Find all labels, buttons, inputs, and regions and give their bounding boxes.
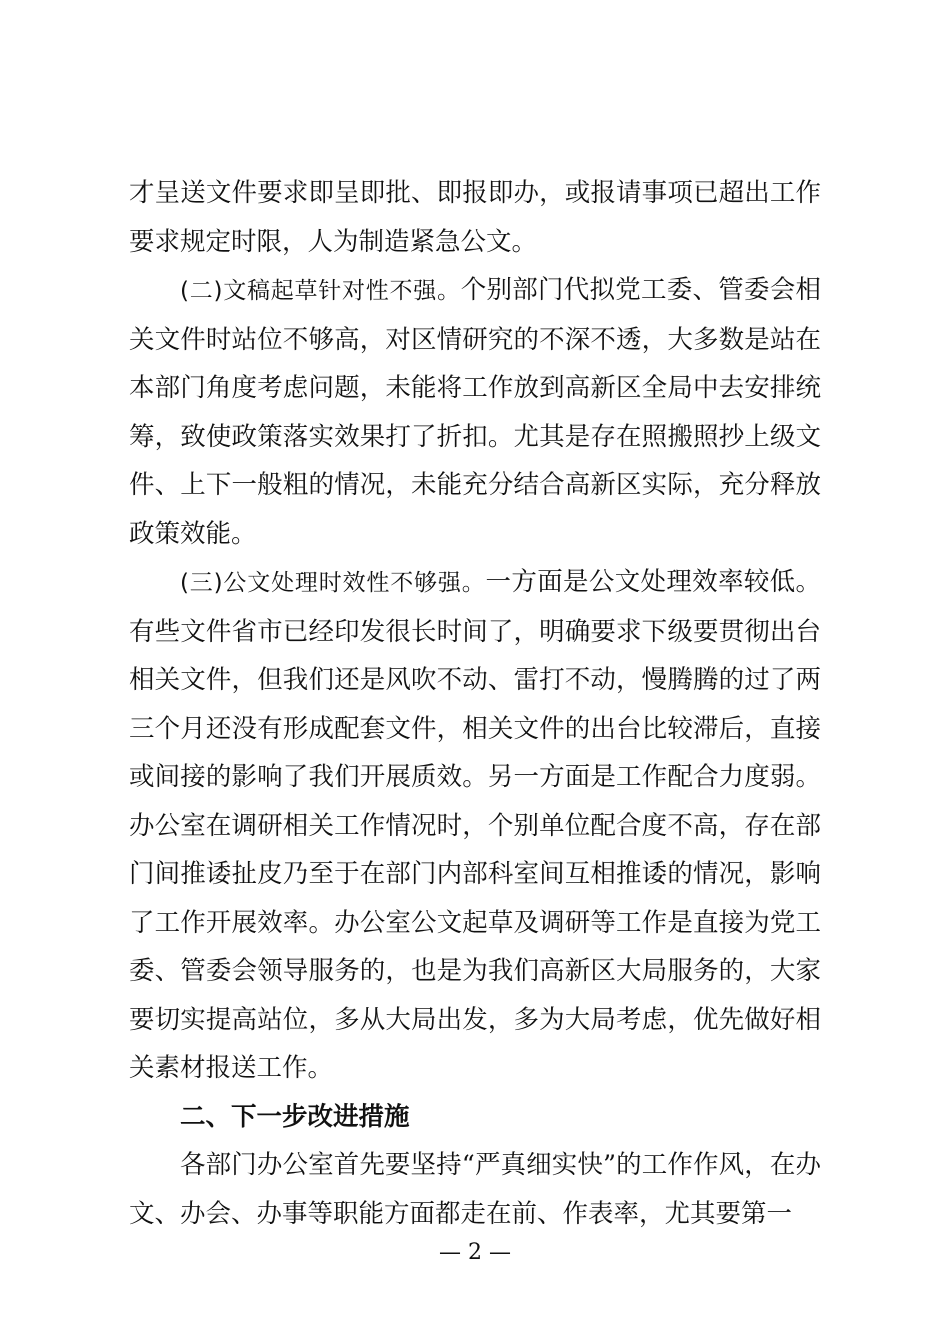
- document-body: [129, 169, 821, 1238]
- paragraph-continuation: 才呈送文件要求即呈即批、即报即办，或报请事项已超出工作要求规定时限，人为制造紧急公文。: [129, 178, 821, 257]
- paragraph-section-3: [129, 558, 821, 1093]
- paragraph-final: 各部门办公室首先要坚持“严真细实快”的工作作风，在办文、办会、办事等职能方面都走在前、作表率，尤其要第一: [129, 1150, 821, 1229]
- section-2-body: 个别部门代拟党工委、管委会相关文件时站位不够高，对区情研究的不深不透，大多数是站在本部门角度考虑问题，未能将工作放到高新区全局中去安排统筹，致使政策落实效果打了折扣。尤其是存在照搬照抄上级文件、上下一般粗的情况，未能充分结合高新区实际，充分释放政策效能。: [129, 275, 821, 549]
- paragraph-section-2: [129, 266, 821, 558]
- section-3-title: (三)公文处理时效性不够强。: [180, 570, 486, 596]
- page-number: — 2 —: [439, 1240, 511, 1265]
- heading-improvement-measures: 二、下一步改进措施: [180, 1101, 410, 1132]
- section-3-body: 一方面是公文处理效率较低。有些文件省市已经印发很长时间了，明确要求下级要贯彻出台相关文件，但我们还是风吹不动、雷打不动，慢腾腾的过了两三个月还没有形成配套文件，相关文件的出台比较滞后，直接或间接的影响了我们开展质效。另一方面是工作配合力度弱。办公室在调研相关工作情况时，个别单位配合度不高，存在部门间推诿扯皮乃至于在部门内部科室间互相推诿的情况，影响了工作开展效率。办公室公文起草及调研等工作是直接为党工委、管委会领导服务的，也是为我们高新区大局服务的，大家要切实提高站位，多从大局出发，多为大局考虑，优先做好相关素材报送工作。: [129, 567, 821, 1083]
- section-2-title: (二)文稿起草针对性不强。: [180, 278, 461, 304]
